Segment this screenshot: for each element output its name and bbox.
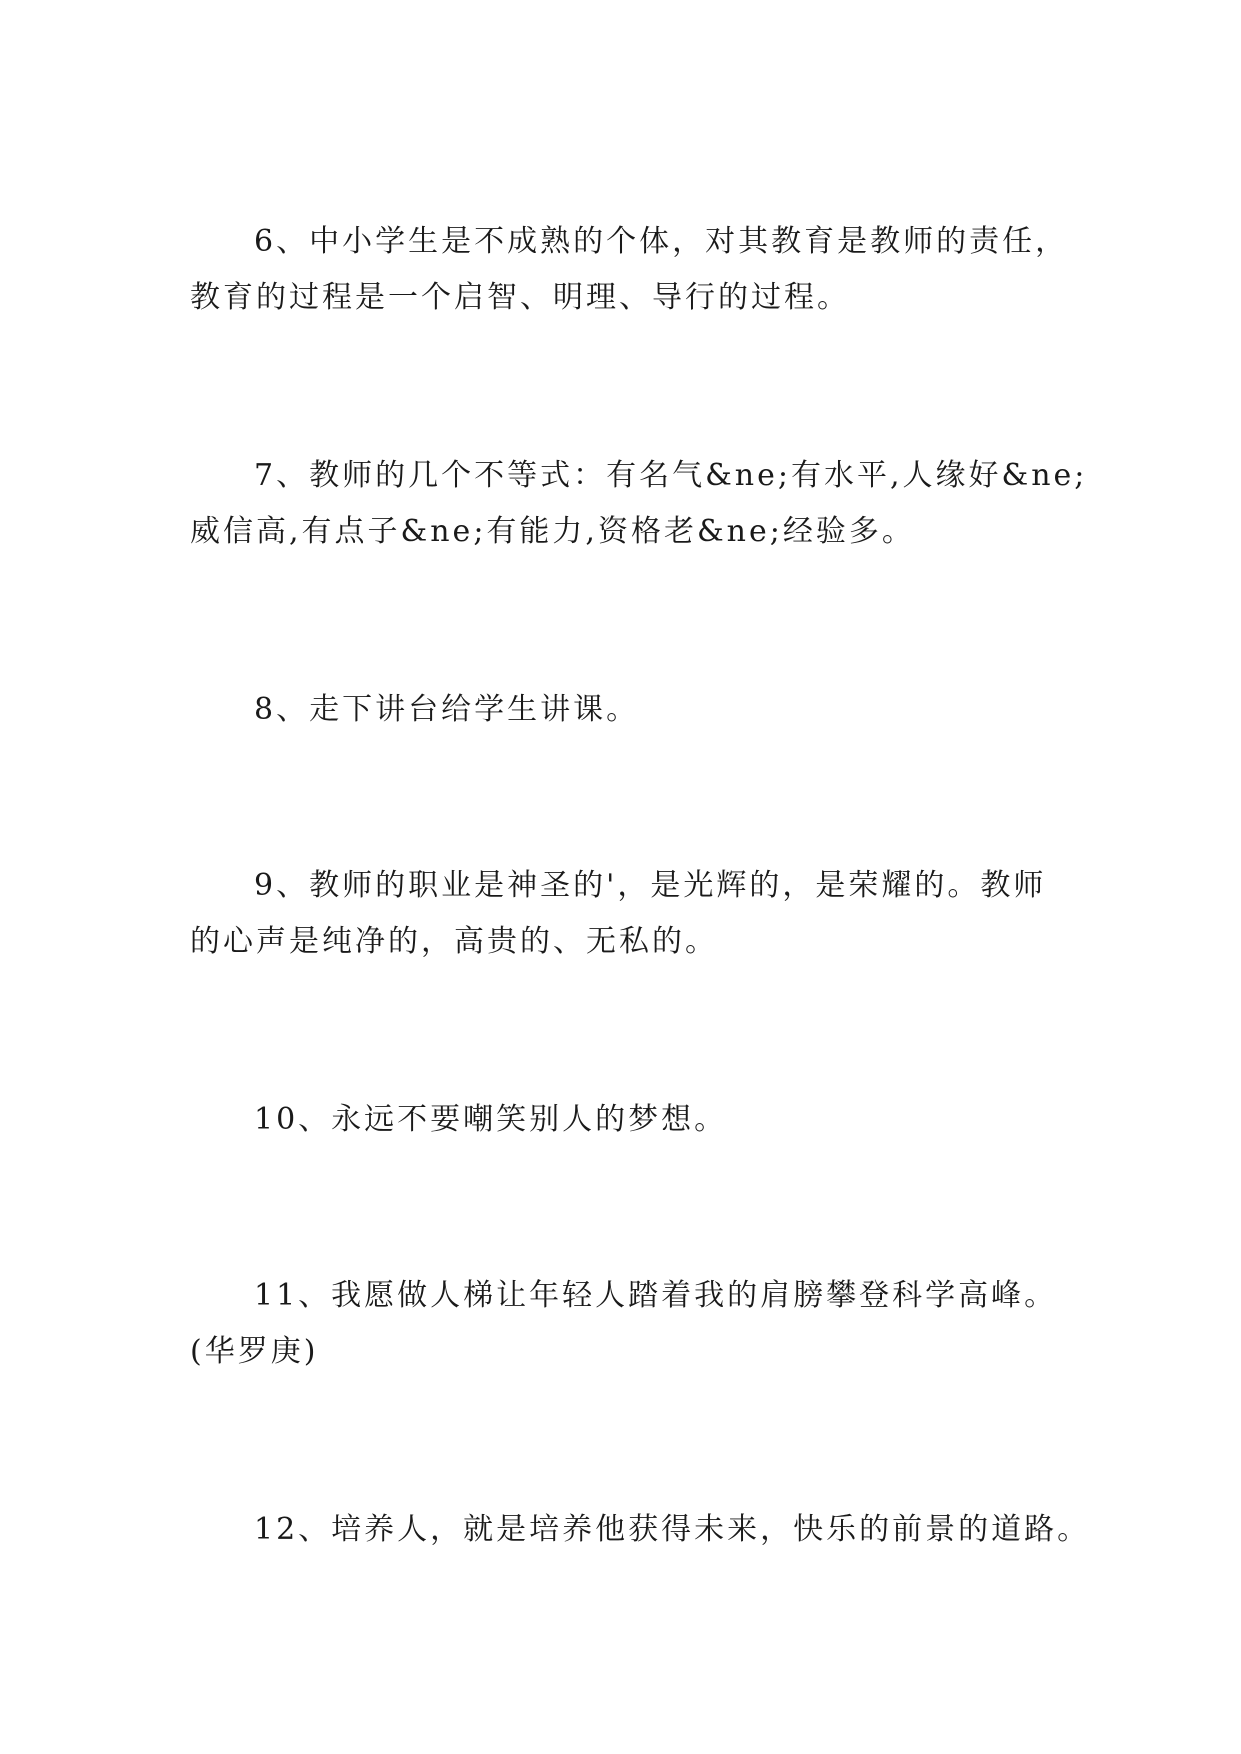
paragraph-10	[190, 1092, 1080, 1148]
paragraph-9	[190, 858, 1080, 970]
paragraph-line: 9、教师的职业是神圣的'，是光辉的，是荣耀的。教师	[254, 868, 1047, 903]
paragraph-11	[190, 1268, 1080, 1380]
paragraph-line: 教育的过程是一个启智、明理、导行的过程。	[190, 280, 850, 315]
paragraph-6	[190, 214, 1080, 326]
paragraph-7	[190, 448, 1088, 560]
paragraph-line: 威信高,有点子&ne;有能力,资格老&ne;经验多。	[190, 514, 915, 549]
paragraph-line: 12、培养人，就是培养他获得未来，快乐的前景的道路。	[254, 1512, 1091, 1547]
paragraph-line: 8、走下讲台给学生讲课。	[254, 692, 640, 727]
paragraph-line: 7、教师的几个不等式：有名气&ne;有水平,人缘好&ne;	[254, 458, 1088, 493]
paragraph-12	[190, 1502, 1091, 1558]
paragraph-line: 10、永远不要嘲笑别人的梦想。	[254, 1102, 728, 1137]
paragraph-line: 11、我愿做人梯让年轻人踏着我的肩膀攀登科学高峰。	[254, 1278, 1058, 1313]
paragraph-8	[190, 682, 1080, 738]
paragraph-line: 6、中小学生是不成熟的个体，对其教育是教师的责任，	[254, 224, 1069, 259]
paragraph-line: (华罗庚)	[190, 1334, 319, 1369]
paragraph-line: 的心声是纯净的，高贵的、无私的。	[190, 924, 718, 959]
